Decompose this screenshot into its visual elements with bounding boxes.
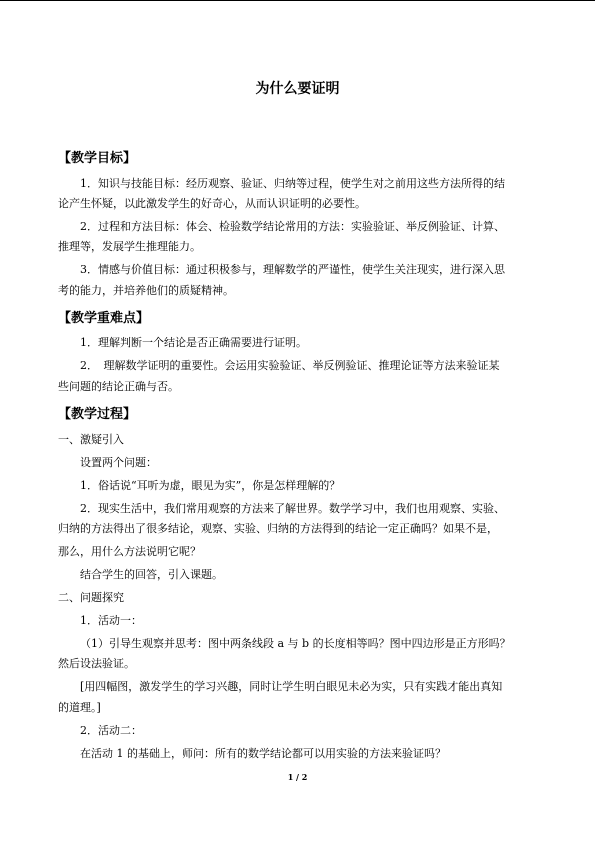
process-line: 归纳的方法得出了很多结论，观察、实验、归纳的方法得到的结论一定正确吗？如果不是， xyxy=(58,522,498,535)
key-points-line: 1．理解判断一个结论是否正确需要进行证明。 xyxy=(80,336,307,349)
section-heading-process: 【教学过程】 xyxy=(58,407,137,422)
process-line: 2．活动二： xyxy=(80,724,142,737)
page-number: 1 / 2 xyxy=(287,772,308,782)
goals-line: 考的能力，并培养他们的质疑精神。 xyxy=(58,284,234,297)
key-points-line: 些问题的结论正确与否。 xyxy=(58,380,179,393)
process-line: 那么，用什么方法说明它呢？ xyxy=(58,545,201,558)
process-line: 1．俗话说“耳听为虚，眼见为实”，你是怎样理解的？ xyxy=(80,479,341,492)
top-border xyxy=(0,0,595,1)
process-line: 2．现实生活中，我们常用观察的方法来了解世界。数学学习中，我们也用观察、实验、 xyxy=(80,502,505,515)
section-heading-goals: 【教学目标】 xyxy=(58,151,137,166)
section-heading-key-points: 【教学重难点】 xyxy=(58,311,150,326)
process-line: 然后设法验证。 xyxy=(58,657,135,670)
page-title: 为什么要证明 xyxy=(255,81,340,97)
goals-line: 推理等，发展学生推理能力。 xyxy=(58,240,201,253)
goals-line: 1．知识与技能目标：经历观察、验证、归纳等过程，使学生对之前用这些方法所得的结 xyxy=(80,177,505,190)
process-line: （1）引导生观察并思考：图中两条线段 a 与 b 的长度相等吗？图中四边形是正方形吗？ xyxy=(80,637,511,650)
goals-line: 论产生怀疑，以此激发学生的好奇心，从而认识证明的必要性。 xyxy=(58,197,366,210)
key-points-line: 2． 理解数学证明的重要性。会运用实验验证、举反例验证、推理论证等方法来验证某 xyxy=(80,359,500,372)
process-line: 的道理。] xyxy=(58,701,101,714)
process-line: 设置两个问题： xyxy=(80,456,157,469)
goals-line: 3．情感与价值目标：通过积极参与，理解数学的严谨性，使学生关注现实，进行深入思 xyxy=(80,263,505,276)
process-line: 在活动 1 的基础上，师问：所有的数学结论都可以用实验的方法来验证吗？ xyxy=(80,747,446,760)
process-line: 结合学生的回答，引入课题。 xyxy=(80,568,223,581)
process-line: [用四幅图，激发学生的学习兴趣，同时让学生明白眼见未必为实，只有实践才能出真知 xyxy=(80,680,503,693)
process-line: 一、激疑引入 xyxy=(58,433,124,446)
goals-line: 2．过程和方法目标：体会、检验数学结论常用的方法：实验验证、举反例验证、计算、 xyxy=(80,220,505,233)
process-line: 1．活动一： xyxy=(80,614,142,627)
process-line: 二、问题探究 xyxy=(58,591,124,604)
